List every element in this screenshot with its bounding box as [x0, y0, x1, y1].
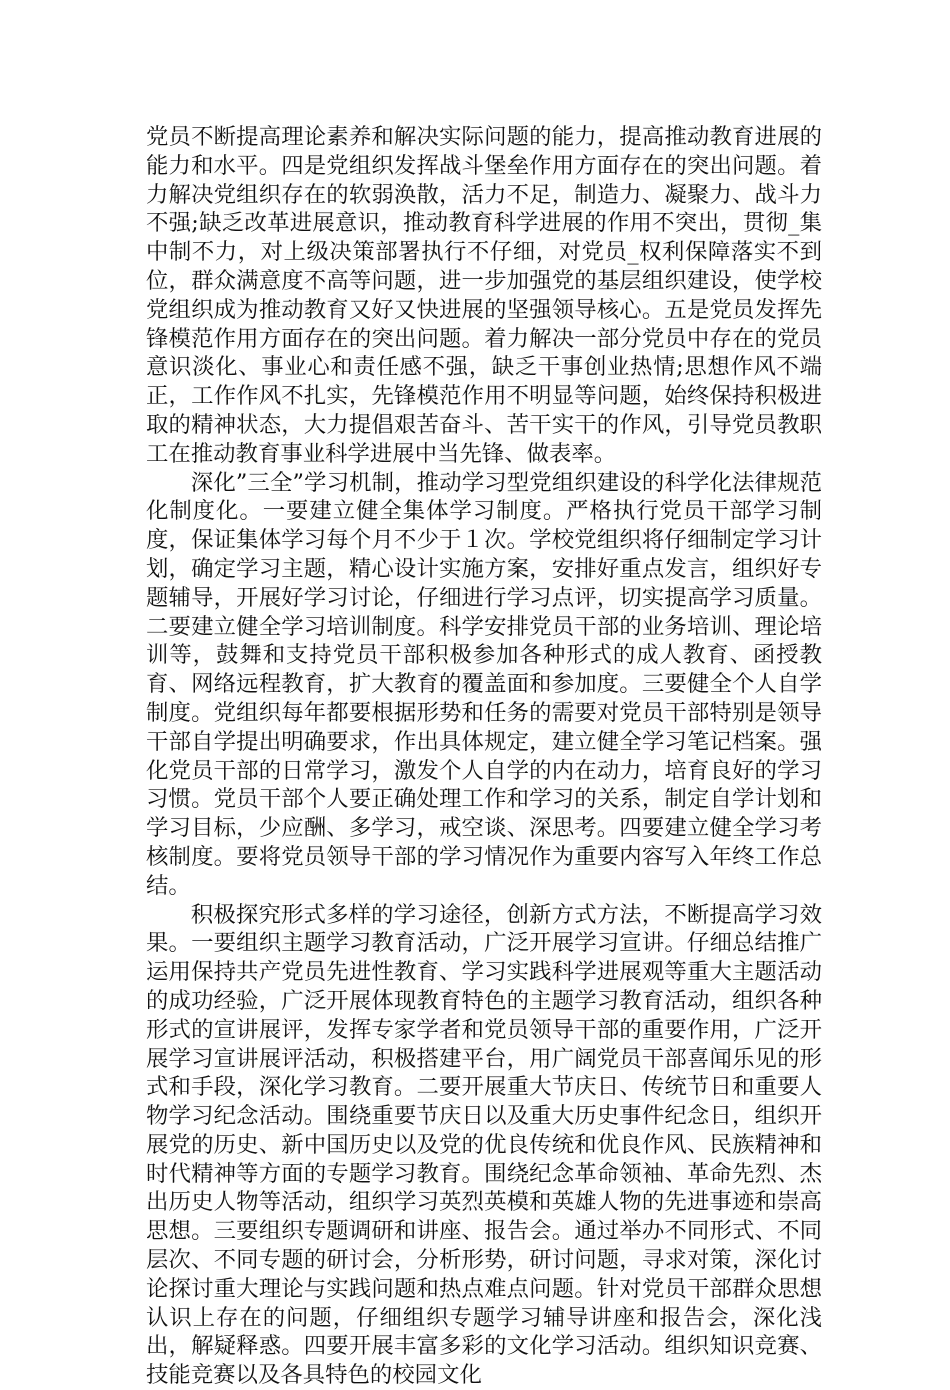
paragraph-continuation: 党员不断提高理论素养和解决实际问题的能力，提高推动教育进展的能力和水平。四是党组织发挥战斗堡垒作用方面存在的突出问题。着力解决党组织存在的软弱涣散，活力不足，制造力、凝聚力、战斗力不强;缺乏改革进展意识，推动教育科学进展的作用不突出，贯彻_集中制不力，对上级决策部署执行不仔细，对党员_权利保障落实不到位，群众满意度不高等问题，进一步加强党的基层组织建设，使学校党组织成为推动教育又好又快进展的坚强领导核心。五是党员发挥先锋模范作用方面存在的突出问题。着力解决一部分党员中存在的党员意识淡化、事业心和责任感不强，缺乏干事创业热情;思想作风不端正，工作作风不扎实，先锋模范作用不明显等问题，始终保持积极进取的精神状态，大力提倡艰苦奋斗、苦干实干的作风，引导党员教职工在推动教育事业科学进展中当先锋、做表率。: [146, 124, 822, 467]
document-body: [146, 123, 822, 1390]
paragraph-learning-approaches: 积极探究形式多样的学习途径，创新方式方法，不断提高学习效果。一要组织主题学习教育活动，广泛开展学习宣讲。仔细总结推广运用保持共产党员先进性教育、学习实践科学进展观等重大主题活动的成功经验，广泛开展体现教育特色的主题学习教育活动，组织各种形式的宣讲展评，发挥专家学者和党员领导干部的重要作用，广泛开展学习宣讲展评活动，积极搭建平台，用广阔党员干部喜闻乐见的形式和手段，深化学习教育。二要开展重大节庆日、传统节日和重要人物学习纪念活动。围绕重要节庆日以及重大历史事件纪念日，组织开展党的历史、新中国历史以及党的优良传统和优良作风、民族精神和时代精神等方面的专题学习教育。围绕纪念革命领袖、革命先烈、杰出历史人物等活动，组织学习英烈英模和英雄人物的先进事迹和崇高思想。三要组织专题调研和讲座、报告会。通过举办不同形式、不同层次、不同专题的研讨会，分析形势，研讨问题，寻求对策，深化讨论探讨重大理论与实践问题和热点难点问题。针对党员干部群众思想认识上存在的问题，仔细组织专题学习辅导讲座和报告会，深化浅出，解疑释惑。四要开展丰富多彩的文化学习活动。组织知识竞赛、技能竞赛以及各具特色的校园文化: [146, 901, 822, 1389]
paragraph-learning-mechanism: 深化”三全”学习机制，推动学习型党组织建设的科学化法律规范化制度化。一要建立健全集体学习制度。严格执行党员干部学习制度，保证集体学习每个月不少于１次。学校党组织将仔细制定学习计划，确定学习主题，精心设计实施方案，安排好重点发言，组织好专题辅导，开展好学习讨论，仔细进行学习点评，切实提高学习质量。二要建立健全学习培训制度。科学安排党员干部的业务培训、理论培训等，鼓舞和支持党员干部积极参加各种形式的成人教育、函授教育、网络远程教育，扩大教育的覆盖面和参加度。三要健全个人自学制度。党组织每年都要根据形势和任务的需要对党员干部特别是领导干部自学提出明确要求，作出具体规定，建立健全学习笔记档案。强化党员干部的日常学习，激发个人自学的内在动力，培育良好的学习习惯。党员干部个人要正确处理工作和学习的关系，制定自学计划和学习目标，少应酬、多学习，戒空谈、深思考。四要建立健全学习考核制度。要将党员领导干部的学习情况作为重要内容写入年终工作总结。: [146, 469, 822, 899]
